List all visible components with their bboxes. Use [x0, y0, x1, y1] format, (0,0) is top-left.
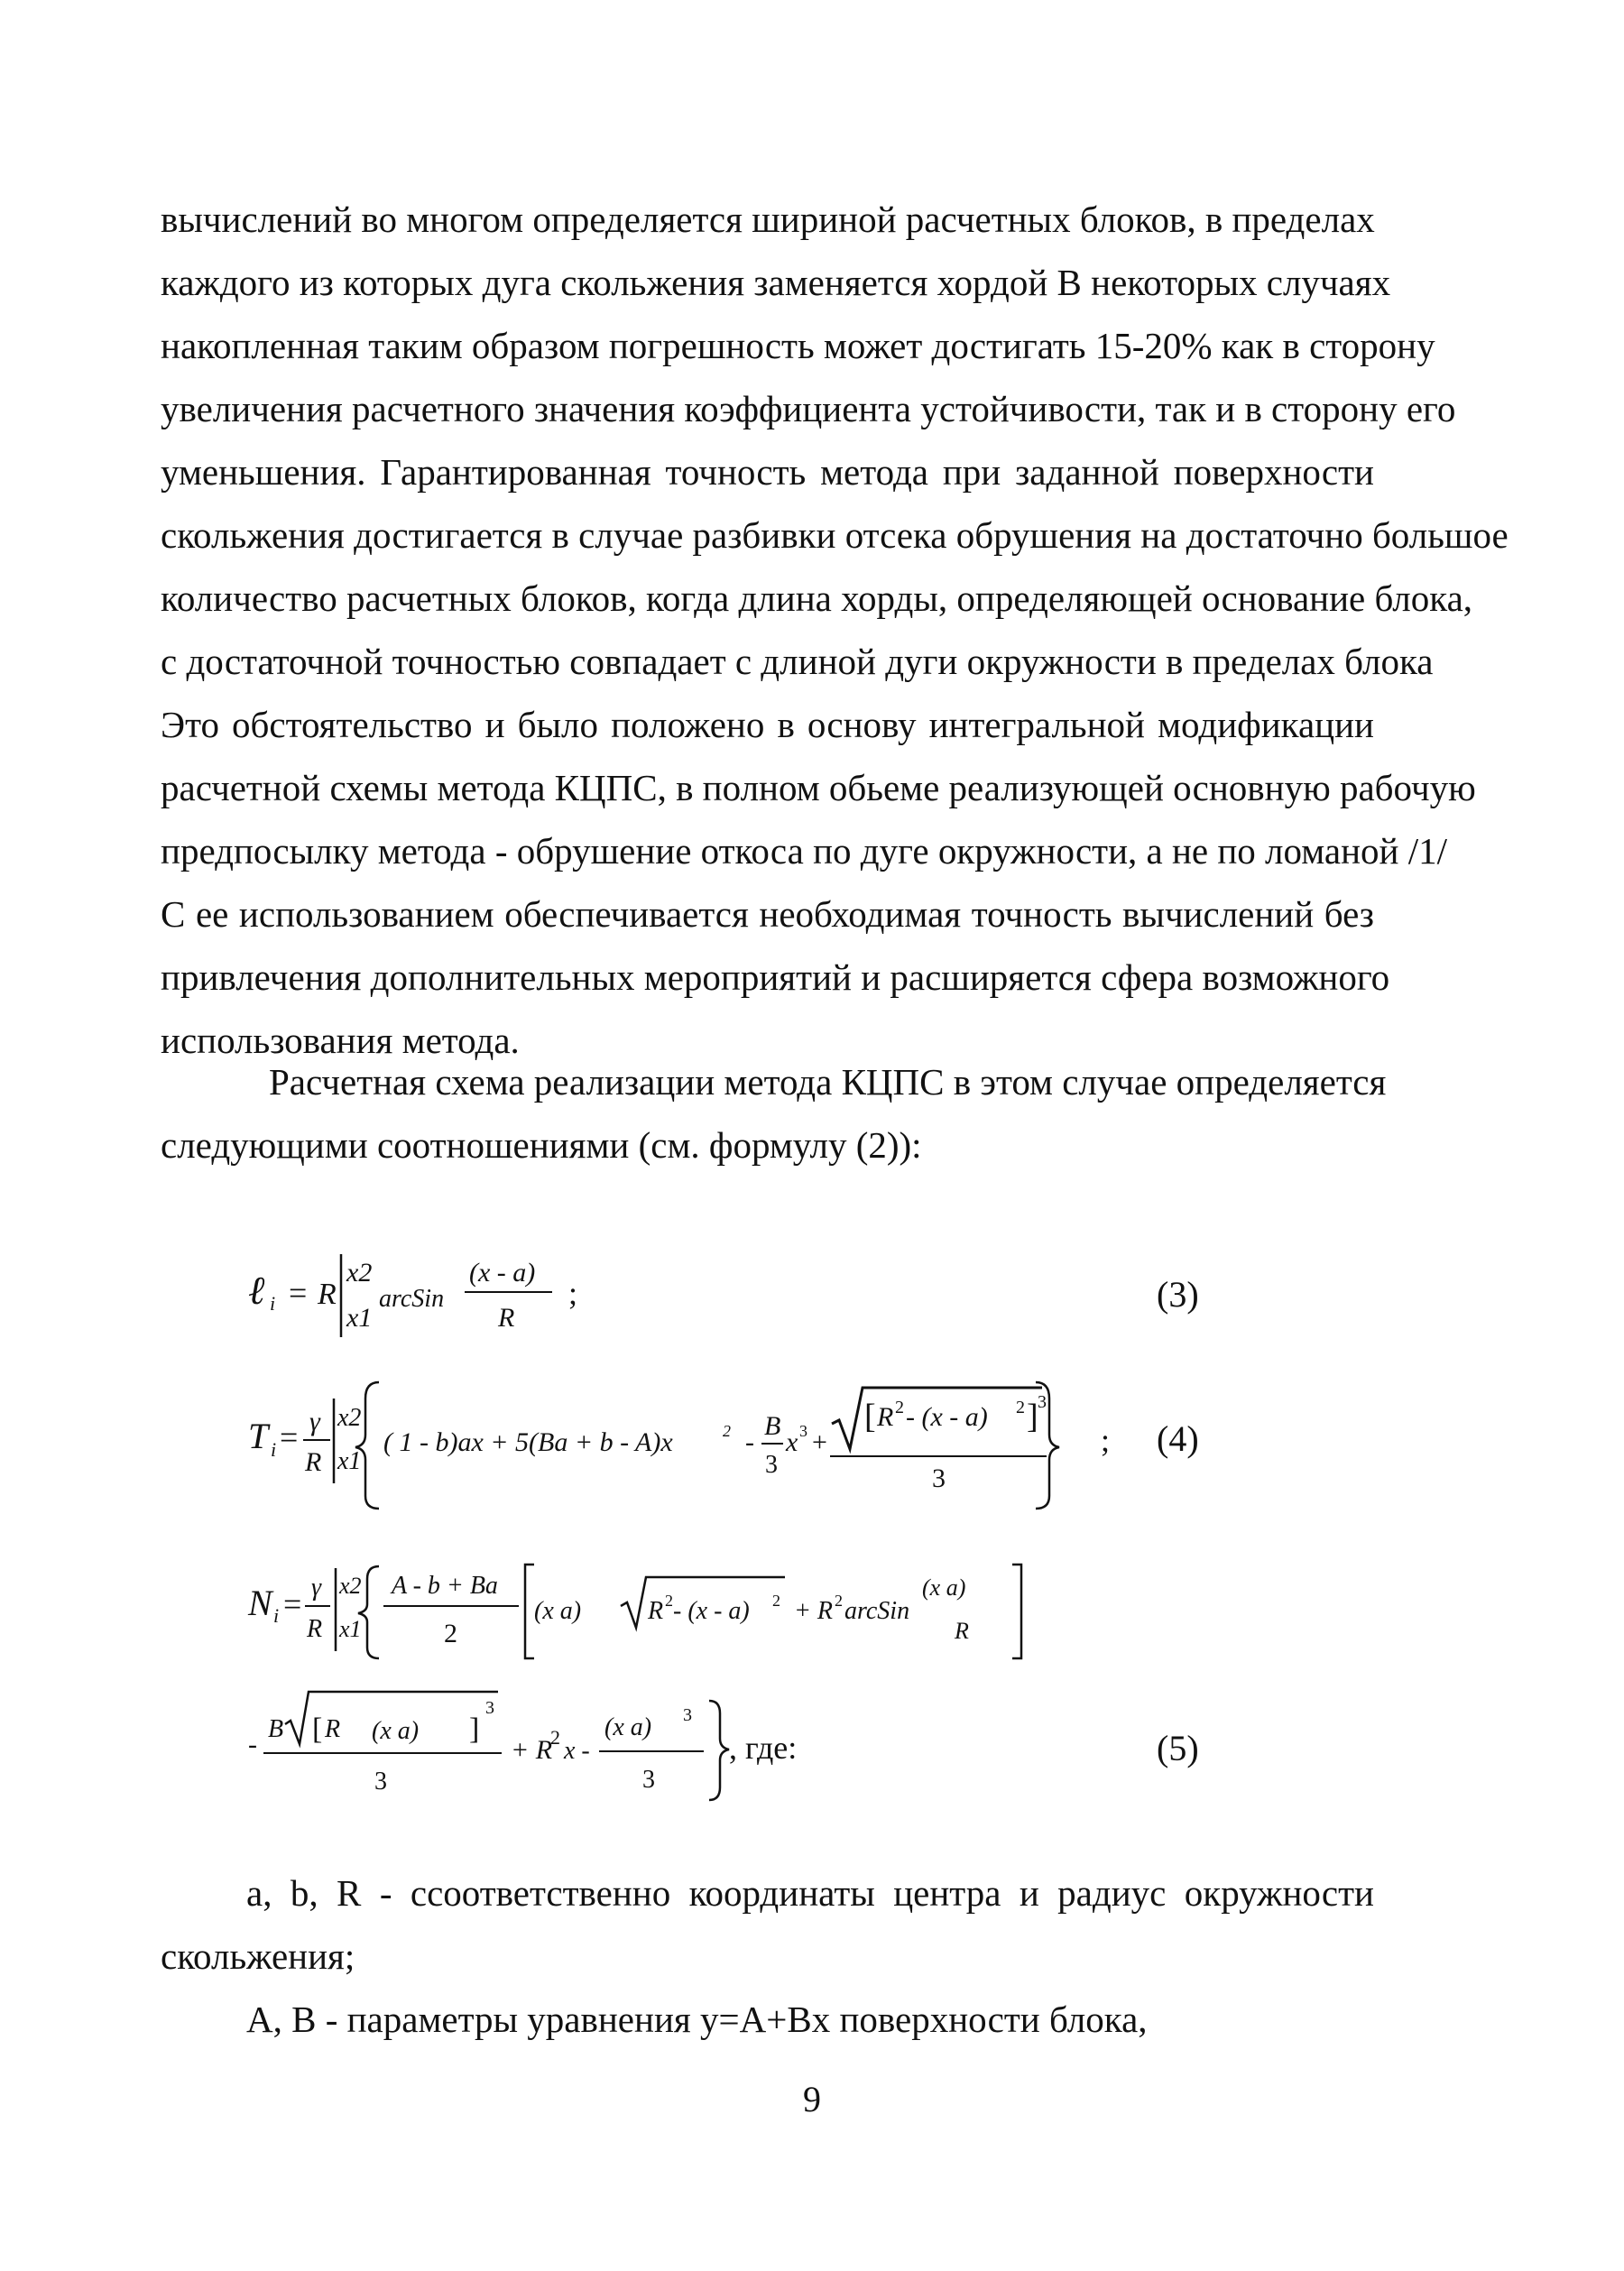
- formula-5-bracket: (x a): [534, 1597, 582, 1625]
- text-line: Это обстоятельство и было положено в основу интегральной модификации: [161, 704, 1374, 745]
- formula-3-sub: i: [270, 1292, 276, 1315]
- formula-5b-den: 3: [642, 1766, 655, 1794]
- definition-line: A, B - параметры уравнения y=A+Bx поверхности блока,: [246, 1999, 1148, 2040]
- formula-5-gamma: γ: [311, 1574, 322, 1602]
- formula-5-anum: (x a): [922, 1574, 966, 1601]
- formula-5-line-2: [0, 1683, 1624, 1809]
- formula-4-b: B: [764, 1411, 781, 1441]
- formula-3-num: (x - a): [469, 1258, 536, 1288]
- paragraph-1: [161, 188, 1509, 1072]
- text-line: следующими соотношениями (см. формулу (2)):: [161, 1124, 922, 1166]
- formula-5b-where: , где:: [729, 1730, 798, 1766]
- definition-line: скольжения;: [161, 1935, 355, 1977]
- formula-4-rad: R: [877, 1402, 894, 1432]
- formula-4-sq: 2: [723, 1422, 731, 1440]
- formula-5-den: 2: [444, 1619, 457, 1648]
- page-number: 9: [803, 2079, 821, 2119]
- formula-5-radmid: - (x - a): [673, 1597, 750, 1625]
- formula-4-eq: =: [280, 1419, 299, 1455]
- formula-4-rad3: 3: [1038, 1392, 1047, 1412]
- text-line: расчетной схемы метода КЦПС, в полном обьеме реализующей основную рабочую: [161, 767, 1476, 808]
- text-line: с достаточной точностью совпадает с длиной дуги окружности в пределах блока: [161, 641, 1434, 682]
- formula-4-three: 3: [765, 1451, 778, 1479]
- paragraph-2: [161, 1050, 1387, 1177]
- text-line: вычислений во многом определяется шириной расчетных блоков, в пределах: [161, 198, 1375, 240]
- text-line: привлечения дополнительных мероприятий и расширяется сфера возможного: [161, 956, 1390, 998]
- definitions: [161, 1861, 1374, 2051]
- formula-5-rad: R: [648, 1597, 664, 1625]
- definition-line: a, b, R - ссоответственно координаты центра и радиус окружности: [246, 1872, 1374, 1914]
- formula-5b-three1: 3: [374, 1768, 387, 1796]
- formula-5-rad-sq2: 2: [772, 1592, 780, 1610]
- formula-4-rad-open: [: [864, 1398, 876, 1436]
- formula-5b-b: B: [268, 1715, 284, 1743]
- formula-3-lhs: ℓ: [248, 1269, 265, 1313]
- formula-4-lower: x1: [337, 1447, 362, 1475]
- formula-5b-right-brace: [709, 1701, 729, 1800]
- formula-4-term1: ( 1 - b)ax + 5(Ba + b - A)x: [383, 1427, 673, 1457]
- formula-4-radmid: - (x - a): [906, 1402, 988, 1432]
- formula-4-cube: 3: [799, 1422, 807, 1440]
- formula-3-lower: x1: [346, 1303, 373, 1333]
- formula-3: [0, 1236, 1624, 1353]
- formula-4-den: 3: [932, 1463, 946, 1493]
- formula-5b-rad-close: ]: [469, 1712, 480, 1746]
- formula-5b-plus: + R: [511, 1735, 553, 1765]
- formula-5-num: A - b + Ba: [392, 1572, 498, 1600]
- formula-4-gamma: γ: [309, 1407, 320, 1436]
- formula-5-lower: x1: [339, 1616, 362, 1642]
- formula-5b-x: x -: [564, 1737, 590, 1765]
- text-line: Расчетная схема реализации метода КЦПС в этом случае определяется: [269, 1061, 1387, 1103]
- formula-5-aden: R: [955, 1618, 969, 1644]
- formula-4-lhs: T: [248, 1416, 269, 1456]
- equation-number-3: (3): [1157, 1274, 1199, 1315]
- formula-5-arc: arcSin: [844, 1597, 910, 1625]
- formula-5-r-sq: 2: [835, 1592, 843, 1610]
- text-line: увеличения расчетного значения коэффициента устойчивости, так и в сторону его: [161, 388, 1456, 429]
- formula-5b-minus: -: [248, 1730, 257, 1759]
- formula-4-rad2: 2: [895, 1398, 904, 1417]
- formula-4-plus: +: [812, 1427, 827, 1457]
- formula-4: [0, 1362, 1624, 1516]
- formula-3-upper: x2: [346, 1258, 373, 1288]
- formula-5b-rad: R: [325, 1715, 341, 1743]
- text-line: скольжения достигается в случае разбивки отсека обрушения на достаточно большое: [161, 514, 1509, 556]
- formula-5-line-1: [0, 1552, 1624, 1669]
- formula-5-upper: x2: [339, 1573, 362, 1599]
- formula-4-sq2: 2: [1016, 1398, 1025, 1417]
- formula-3-r: R: [318, 1278, 337, 1311]
- formula-3-tail: ;: [568, 1275, 578, 1311]
- formula-5b-num: (x a): [604, 1713, 652, 1741]
- formula-4-rad-close: ]: [1027, 1398, 1038, 1436]
- formula-5b-r-sq: 2: [550, 1726, 560, 1749]
- text-line: предпосылку метода - обрушение откоса по дуге окружности, а не по ломаной /1/: [161, 830, 1448, 872]
- formula-4-r: R: [305, 1447, 322, 1477]
- formula-5b-rad-open: [: [312, 1712, 323, 1746]
- text-line: уменьшения. Гарантированная точность метода при заданной поверхности: [161, 451, 1374, 493]
- equation-number-5: (5): [1157, 1728, 1199, 1768]
- formula-5-r: R: [307, 1615, 323, 1643]
- text-line: С ее использованием обеспечивается необходимая точность вычислений без: [161, 893, 1374, 935]
- formula-5-left-bracket: [525, 1565, 534, 1658]
- formula-5b-num-cube: 3: [683, 1705, 692, 1725]
- text-line: накопленная таким образом погрешность может достигать 15-20% как в сторону: [161, 325, 1435, 366]
- formula-4-minus: -: [745, 1427, 754, 1457]
- formula-4-x3: x: [786, 1427, 798, 1457]
- formula-3-eq: =: [289, 1275, 308, 1311]
- formula-5-lhs: N: [248, 1583, 272, 1623]
- formula-3-den: R: [498, 1303, 515, 1333]
- formula-5-rad-sq: 2: [665, 1592, 673, 1610]
- formula-4-tail: ;: [1101, 1422, 1111, 1458]
- formula-3-func: arcSin: [379, 1285, 445, 1313]
- formula-5b-rad3: 3: [485, 1698, 494, 1718]
- formula-5-plus: + R: [794, 1597, 833, 1625]
- formula-5-right-bracket: [1012, 1565, 1021, 1658]
- formula-4-left-brace: [355, 1382, 379, 1509]
- text-line: использования метода.: [161, 1020, 520, 1061]
- formula-4-sub: i: [271, 1438, 277, 1461]
- formula-4-upper: x2: [337, 1404, 362, 1432]
- text-line: количество расчетных блоков, когда длина хорды, определяющей основание блока,: [161, 577, 1473, 619]
- formula-5b-radmid: (x a): [372, 1717, 420, 1745]
- equation-number-4: (4): [1157, 1418, 1199, 1459]
- formula-5-sub: i: [273, 1604, 280, 1627]
- formula-5-eq: =: [283, 1586, 302, 1622]
- text-line: каждого из которых дуга скольжения заменяется хордой В некоторых случаях: [161, 262, 1391, 303]
